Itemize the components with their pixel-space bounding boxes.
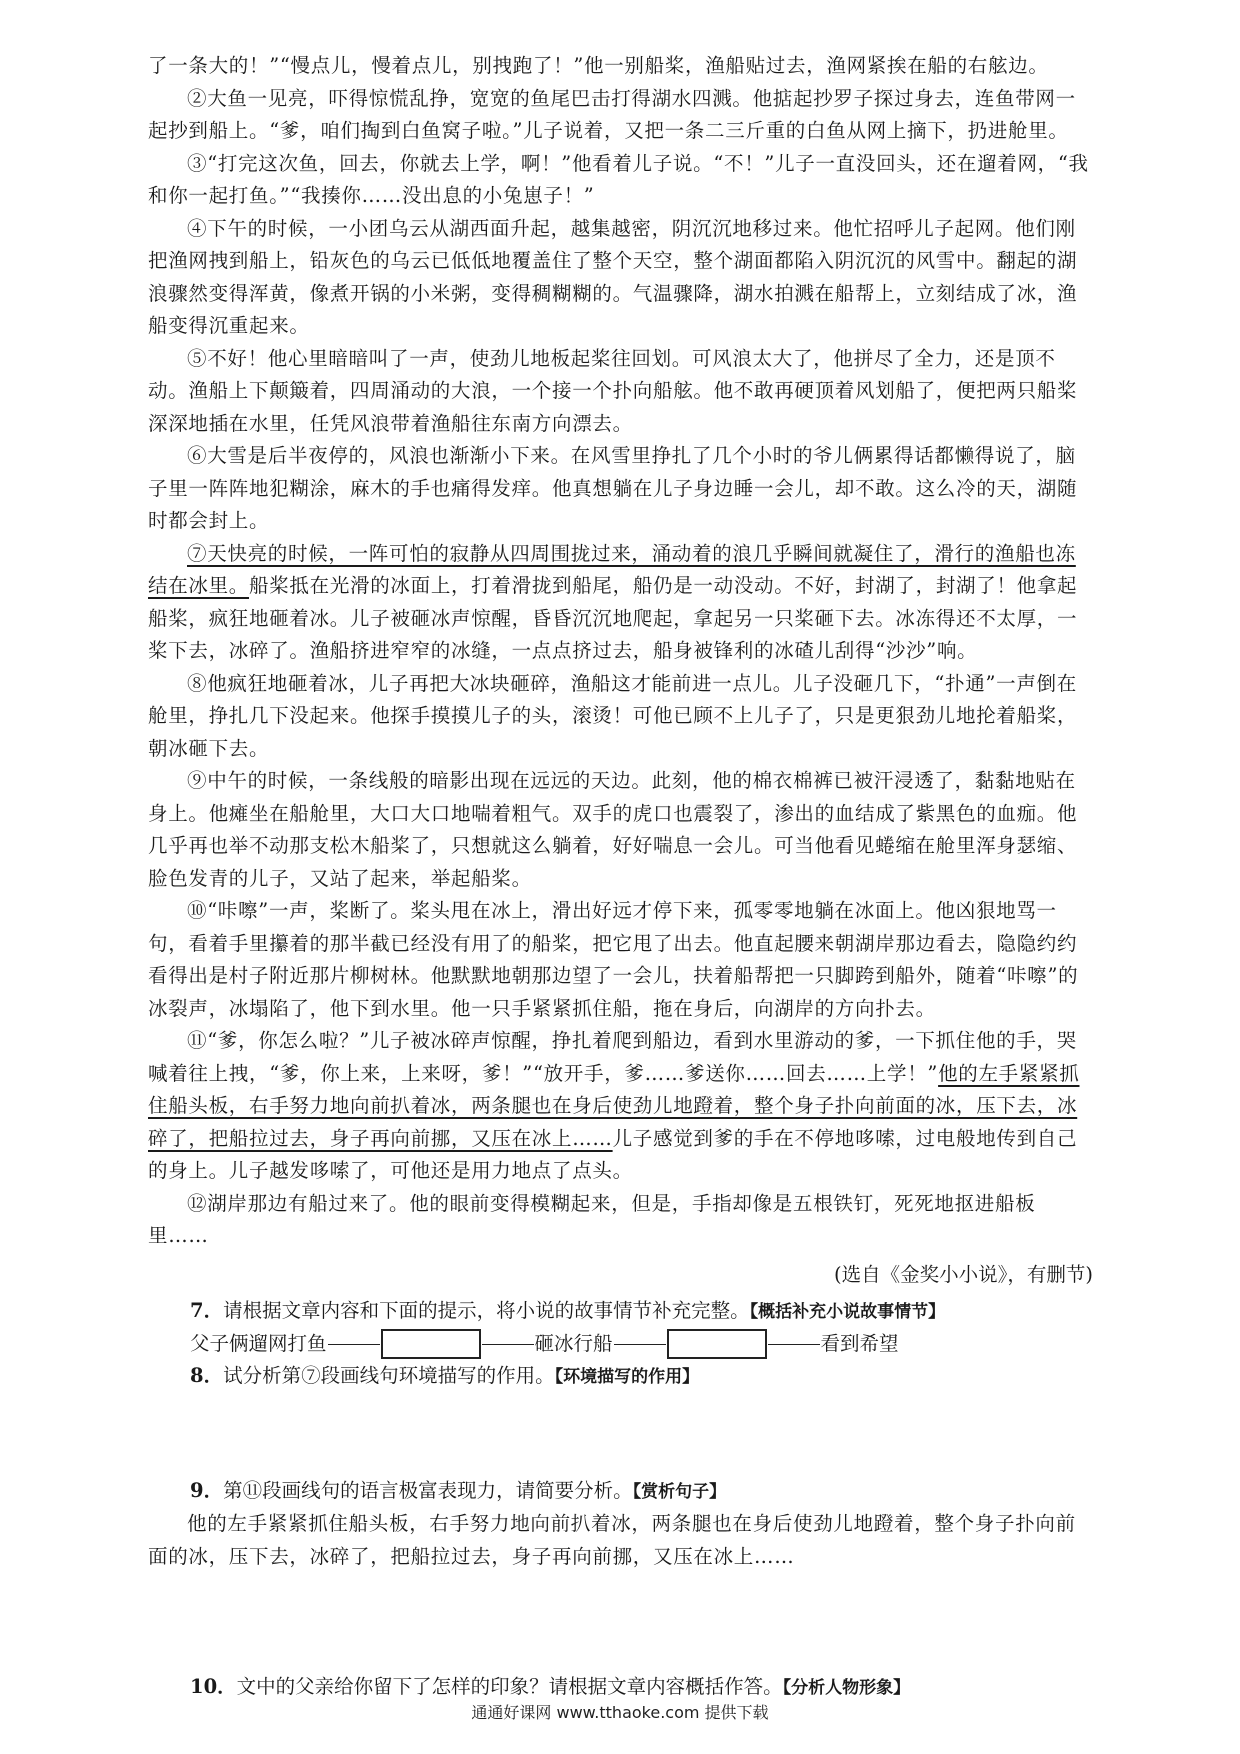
paragraph-7 xyxy=(148,538,1093,668)
question-9-tag: 【赏析句子】 xyxy=(632,1482,727,1502)
question-8 xyxy=(148,1360,1093,1393)
plot-connector xyxy=(768,1344,820,1345)
answer-space-8[interactable] xyxy=(148,1393,1093,1475)
paragraph-1-tail: 了一条大的！”“慢点儿，慢着点儿，别拽跑了！”他一别船桨，渔船贴过去，渔网紧挨在船的右舷边。 xyxy=(148,54,1049,77)
paragraph-6: ⑥大雪是后半夜停的，风浪也渐渐小下来。在风雪里挣扎了几个小时的爷儿俩累得话都懒得说了，脑子里一阵阵地犯糊涂，麻木的手也痛得发痒。他真想躺在儿子身边睡一会儿，却不敢。这么冷的天，湖随时都会封上。 xyxy=(148,444,1078,532)
paragraph-4: ④下午的时候，一小团乌云从湖西面升起，越集越密，阴沉沉地移过来。他忙招呼儿子起网。他们刚把渔网拽到船上，铅灰色的乌云已低低地覆盖住了整个天空，整个湖面都陷入阴沉沉的风雪中。翻起的湖浪骤然变得浑黄，像煮开锅的小米粥，变得稠糊糊的。气温骤降，湖水拍溅在船帮上，立刻结成了冰，渔船变得沉重起来。 xyxy=(148,216,1078,337)
document-page xyxy=(148,50,1093,1704)
plot-connector xyxy=(328,1344,380,1345)
paragraph-12: ⑫湖岸那边有船过来了。他的眼前变得模糊起来，但是，手指却像是五根铁钉，死死地抠进船板里…… xyxy=(148,1191,1036,1247)
question-8-number: 8． xyxy=(190,1364,224,1387)
paragraph-11-tail: 儿子感觉到爹的手在不停地哆嗦，过电般地传到自己的身上。儿子越发哆嗦了，可他还是用力地点了点头。 xyxy=(148,1126,1078,1182)
question-7 xyxy=(148,1295,1093,1328)
question-7-text: 请根据文章内容和下面的提示，将小说的故事情节补充完整。 xyxy=(223,1299,750,1322)
question-10-number: 10． xyxy=(190,1675,237,1698)
question-7-tag: 【概括补充小说故事情节】 xyxy=(749,1302,946,1322)
plot-blank-1[interactable] xyxy=(381,1329,481,1359)
plot-connector xyxy=(482,1344,534,1345)
source-citation: (选自《金奖小小说》，有删节) xyxy=(834,1262,1093,1286)
paragraph-7-rest: 船桨抵在光滑的冰面上，打着滑拢到船尾，船仍是一动没动。不好，封湖了，封湖了！他拿起船桨，疯狂地砸着冰。儿子被砸冰声惊醒，昏昏沉沉地爬起，拿起另一只桨砸下去。冰冻得还不太厚，一桨下去，冰碎了。渔船挤进窄窄的冰缝，一点点挤过去，船身被锋利的冰碴儿刮得“沙沙”响。 xyxy=(148,574,1078,662)
paragraph-11 xyxy=(148,1025,1093,1188)
plot-step-3: 看到希望 xyxy=(820,1332,899,1355)
footer-credit: 通通好课网 www.tthaoke.com 提供下载 xyxy=(471,1703,769,1722)
paragraph-2: ②大鱼一见亮，吓得惊慌乱挣，宽宽的鱼尾巴击打得湖水四溅。他掂起抄罗子探过身去，连鱼带网一起抄到船上。“爹，咱们掏到白鱼窝子啦。”儿子说着，又把一条二三斤重的白鱼从网上摘下，扔进舱里。 xyxy=(148,86,1076,142)
question-10-text: 文中的父亲给你留下了怎样的印象？请根据文章内容概括作答。 xyxy=(236,1675,783,1698)
paragraph-5: ⑤不好！他心里暗暗叫了一声，使劲儿地板起桨往回划。可风浪太大了，他拼尽了全力，还是顶不动。渔船上下颠簸着，四周涌动的大浪，一个接一个扑向船舷。他不敢再硬顶着风划船了，便把两只船桨深深地插在水里，任凭风浪带着渔船往东南方向漂去。 xyxy=(148,346,1078,435)
underlined-sentence-11: 他的左手紧紧抓住船头板，右手努力地向前扒着冰，两条腿也在身后使劲儿地蹬着，整个身子扑向前面的冰，压下去，冰碎了，把船拉过去，身子再向前挪，又压在冰上…… xyxy=(148,1061,1080,1150)
paragraph-11-head: ⑪“爹，你怎么啦？”儿子被冰碎声惊醒，挣扎着爬到船边，看到水里游动的爹，一下抓住他的手，哭喊着往上拽，“爹，你上来，上来呀，爹！”“放开手，爹……爹送你……回去……上学！” xyxy=(148,1029,1077,1085)
plot-connector xyxy=(614,1344,666,1345)
question-8-tag: 【环境描写的作用】 xyxy=(554,1367,700,1387)
question-10-tag: 【分析人物形象】 xyxy=(782,1678,911,1698)
paragraph-8: ⑧他疯狂地砸着冰，儿子再把大冰块砸碎，渔船这才能前进一点儿。儿子没砸几下，“扑通”一声倒在舱里，挣扎几下没起来。他探手摸摸儿子的头，滚烫！可他已顾不上儿子了，只是更狠劲儿地抡着船桨，朝冰砸下去。 xyxy=(148,671,1078,760)
underlined-sentence-7: ⑦天快亮的时候，一阵可怕的寂静从四周围拢过来，涌动着的浪几乎瞬间就凝住了，滑行的渔船也冻结在冰里。 xyxy=(148,541,1076,597)
question-9-text: 第⑪段画线句的语言极富表现力，请简要分析。 xyxy=(223,1479,633,1502)
question-7-number: 7． xyxy=(190,1299,224,1322)
plot-step-1: 父子俩遛网打鱼 xyxy=(190,1332,327,1355)
paragraph-9: ⑨中午的时候，一条线般的暗影出现在远远的天边。此刻，他的棉衣棉裤已被汗浸透了，黏黏地贴在身上。他瘫坐在船舱里，大口大口地喘着粗气。双手的虎口也震裂了，渗出的血结成了紫黑色的血痂。他几乎再也举不动那支松木船桨了，只想就这么躺着，好好喘息一会儿。可当他看见蜷缩在舱里浑身瑟缩、脸色发青的儿子，又站了起来，举起船桨。 xyxy=(148,769,1078,890)
plot-blank-2[interactable] xyxy=(667,1329,767,1359)
question-8-text: 试分析第⑦段画线句环境描写的作用。 xyxy=(223,1364,555,1387)
question-9 xyxy=(148,1475,1093,1508)
plot-chain xyxy=(148,1328,1093,1360)
paragraph-3: ③“打完这次鱼，回去，你就去上学，啊！”他看着儿子说。“不！”儿子一直没回头，还在遛着网，“我和你一起打鱼。”“我揍你……没出息的小兔崽子！” xyxy=(148,151,1089,207)
question-9-quote: 他的左手紧紧抓住船头板，右手努力地向前扒着冰，两条腿也在身后使劲儿地蹬着，整个身子扑向前面的冰，压下去，冰碎了，把船拉过去，身子再向前挪，又压在冰上…… xyxy=(148,1512,1076,1568)
paragraph-10: ⑩“咔嚓”一声，桨断了。桨头甩在冰上，滑出好远才停下来，孤零零地躺在冰面上。他凶狠地骂一句，看着手里攥着的那半截已经没有用了的船桨，把它甩了出去。他直起腰来朝湖岸那边看去，隐隐约约看得出是村子附近那片柳树林。他默默地朝那边望了一会儿，扶着船帮把一只脚跨到船外，随着“咔嚓”的冰裂声，冰塌陷了，他下到水里。他一只手紧紧抓住船，拖在身后，向湖岸的方向扑去。 xyxy=(148,899,1079,1020)
question-9-number: 9． xyxy=(190,1479,224,1502)
answer-space-9[interactable] xyxy=(148,1573,1093,1671)
plot-step-2: 砸冰行船 xyxy=(534,1332,613,1355)
